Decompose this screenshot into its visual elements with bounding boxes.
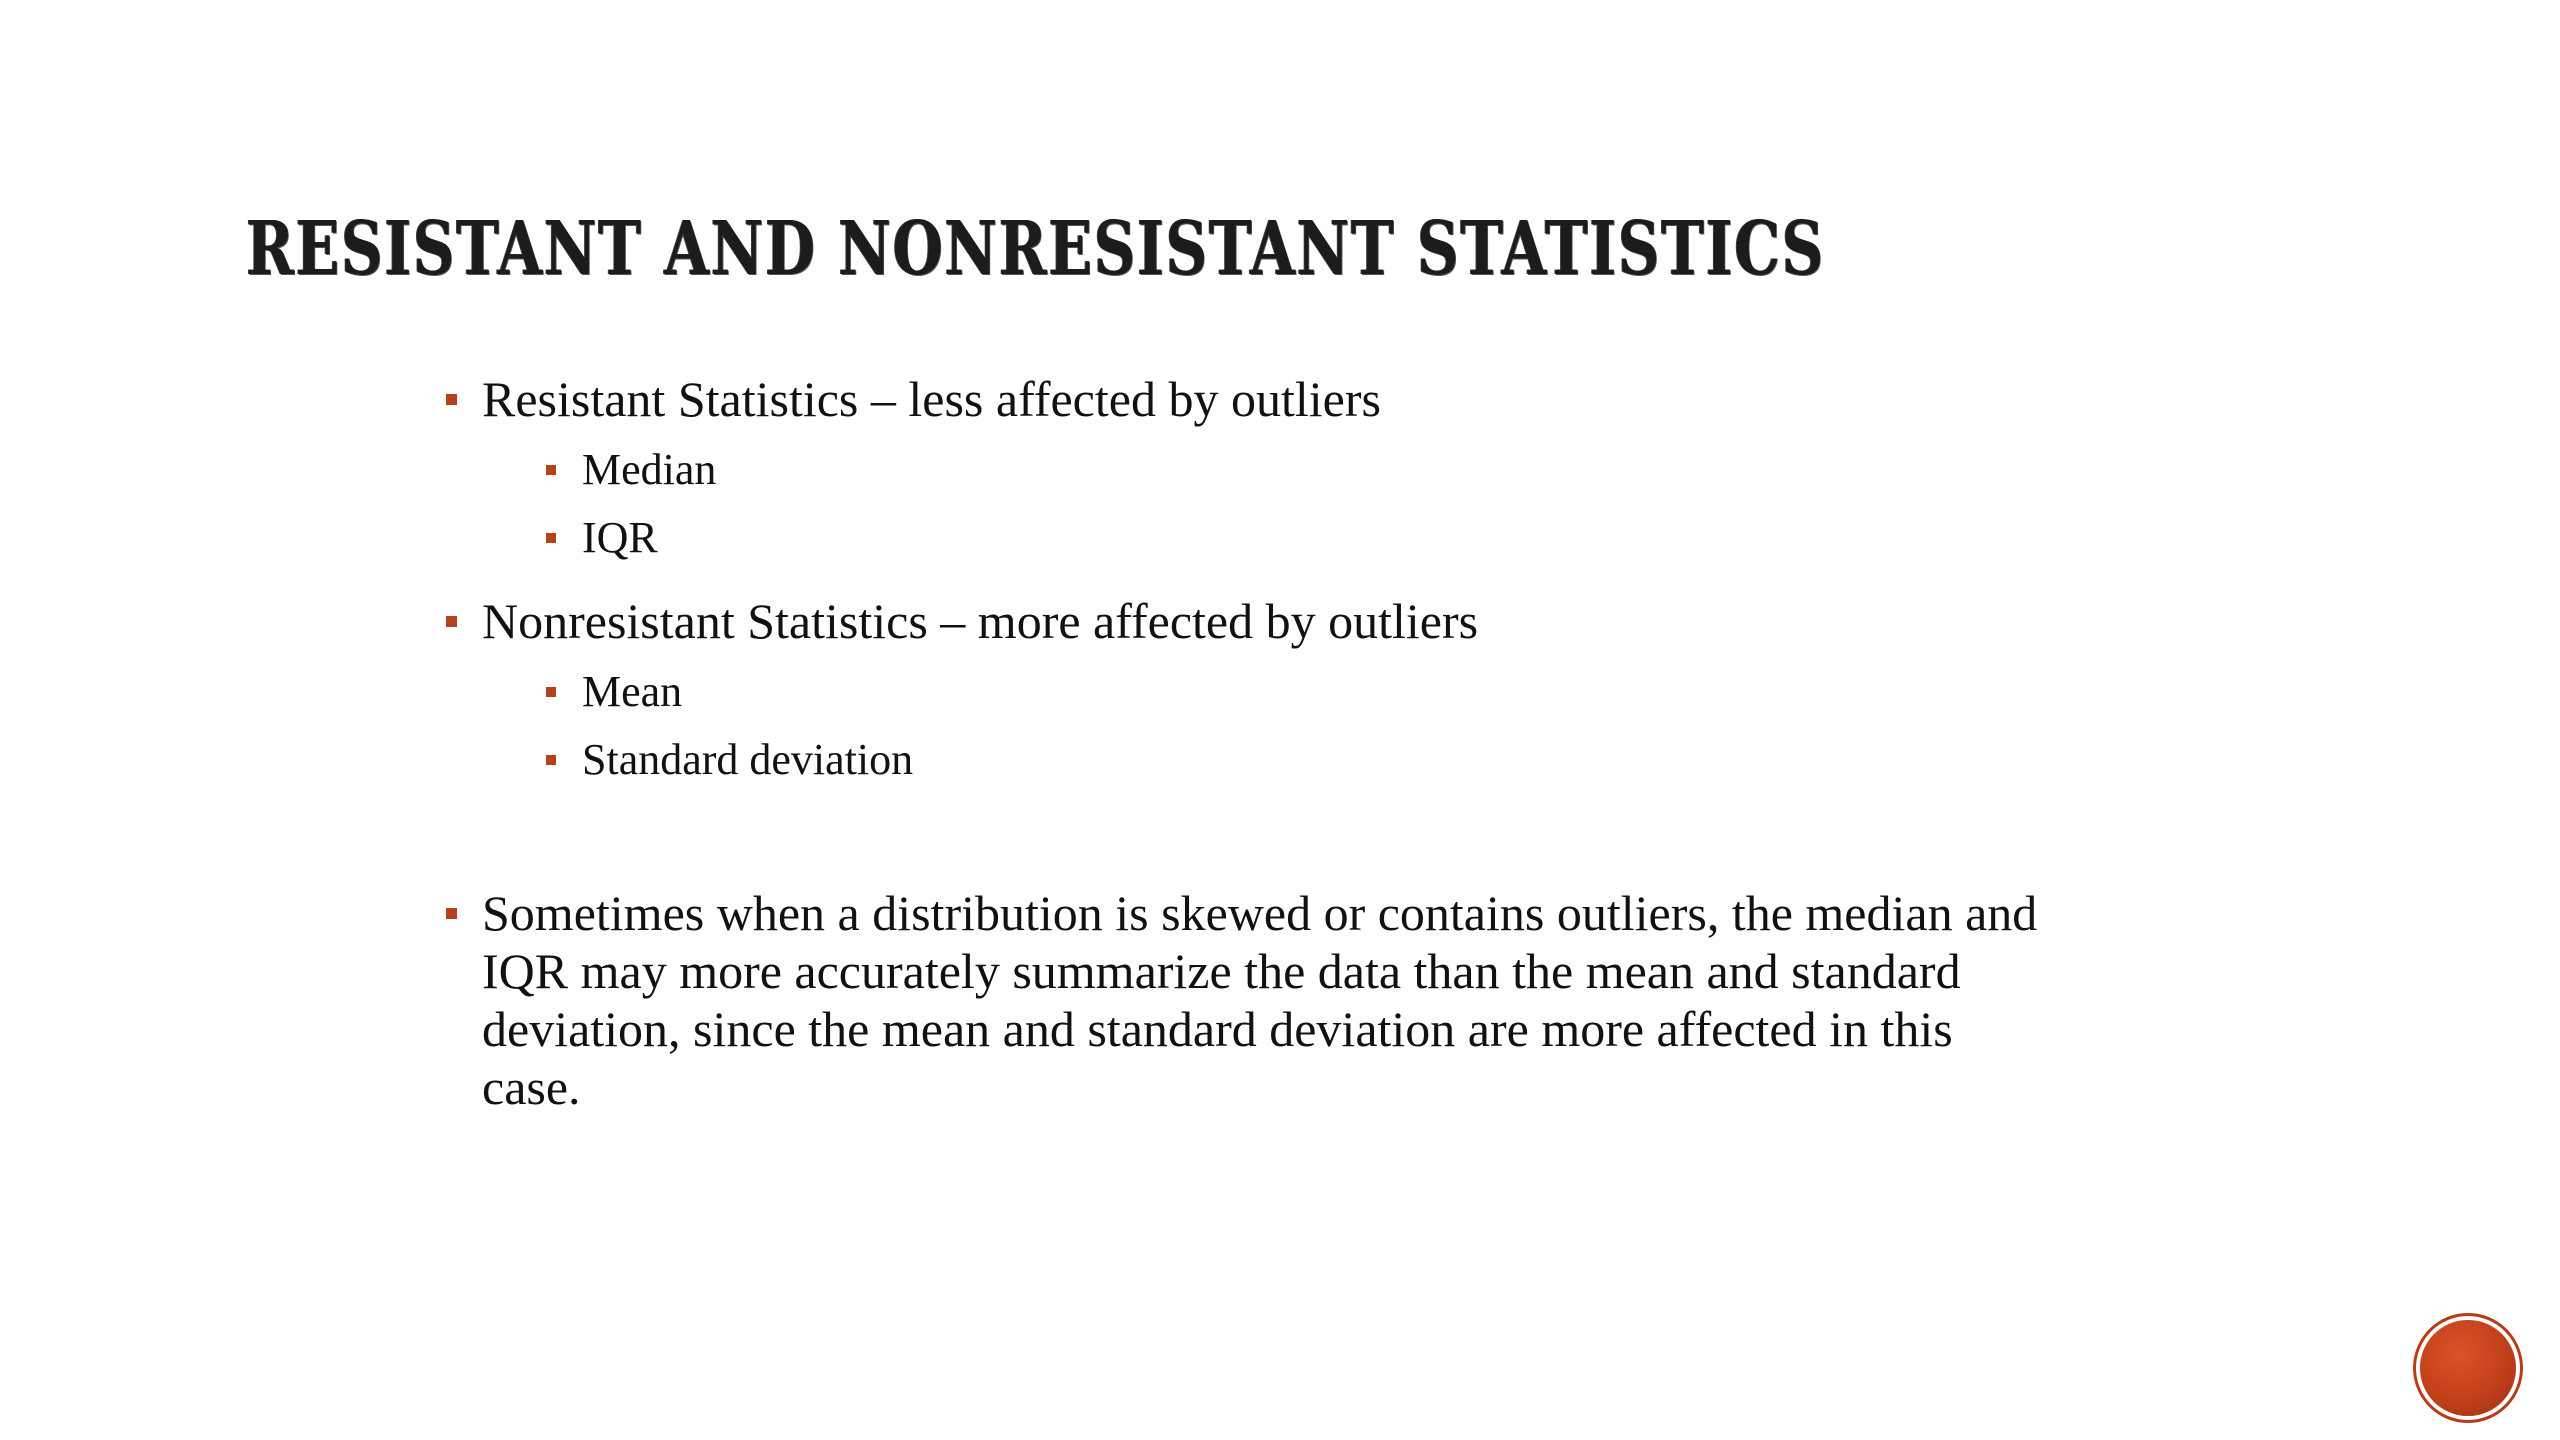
sub-bullet-text: Median bbox=[582, 445, 717, 494]
slide-title: RESISTANT AND NONRESISTANT STATISTICS bbox=[246, 206, 1825, 292]
bullet-item bbox=[440, 592, 2040, 786]
bullet-text: Nonresistant Statistics – more affected by outliers bbox=[482, 593, 1479, 649]
square-bullet-icon bbox=[446, 616, 457, 627]
sub-bullet-text: Mean bbox=[582, 667, 683, 716]
square-bullet-icon bbox=[546, 755, 556, 765]
sub-bullet-item bbox=[482, 444, 2040, 496]
slide-content bbox=[440, 370, 2040, 1116]
square-bullet-icon bbox=[446, 394, 457, 405]
square-bullet-icon bbox=[546, 533, 556, 543]
sub-bullet-item bbox=[482, 666, 2040, 718]
sub-bullet-item bbox=[482, 734, 2040, 786]
sub-bullet-item bbox=[482, 512, 2040, 564]
sub-bullet-text: Standard deviation bbox=[582, 735, 914, 784]
bullet-paragraph: Sometimes when a distribution is skewed or contains outliers, the median and IQR may more accurately summarize the data than the mean and standard deviation, since the mean and standard deviation are more affected in this case. bbox=[482, 885, 2038, 1115]
sub-bullet-list bbox=[482, 444, 2040, 564]
bullet-item bbox=[440, 370, 2040, 564]
bullet-text: Resistant Statistics – less affected by outliers bbox=[482, 371, 1381, 427]
bullet-item bbox=[440, 884, 2040, 1116]
bullet-list bbox=[440, 370, 2040, 1116]
square-bullet-icon bbox=[446, 908, 457, 919]
square-bullet-icon bbox=[546, 687, 556, 697]
square-bullet-icon bbox=[546, 465, 556, 475]
sub-bullet-text: IQR bbox=[582, 513, 658, 562]
slide-number-badge-icon bbox=[2420, 1320, 2516, 1416]
sub-bullet-list bbox=[482, 666, 2040, 786]
